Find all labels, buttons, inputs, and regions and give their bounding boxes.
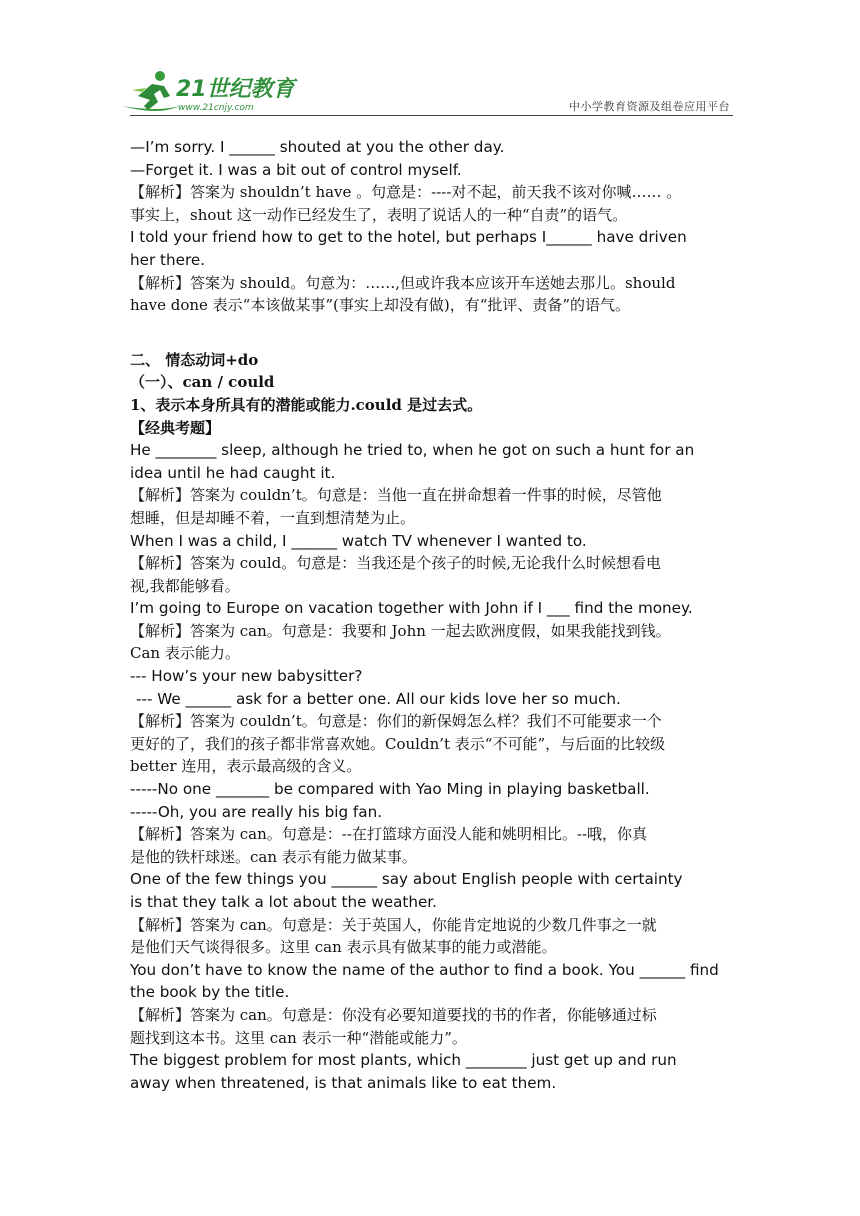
text-line: -----Oh, you are really his big fan. [130, 802, 383, 821]
site-logo[interactable] [118, 66, 298, 116]
text-line: away when threatened, is that animals like to eat them. [130, 1073, 557, 1092]
page-header [0, 0, 860, 120]
analysis-line: 【解析】答案为 couldn’t。句意是：当他一直在拼命想着一件事的时候，尽管他 [130, 486, 662, 505]
logo-url: www.21cnjy.com [178, 103, 254, 113]
analysis-line: 【解析】答案为 should。句意为：……,但或许我本应该开车送她去那儿。should [130, 273, 676, 292]
analysis-line: 【解析】答案为 can。句意是：--在打篮球方面没人能和姚明相比。--哦，你真 [130, 825, 648, 844]
analysis-line: 想睡，但是却睡不着，一直到想清楚为止。 [130, 508, 416, 527]
text-line: I’m going to Europe on vacation together with John if I ___ find the money. [130, 599, 693, 618]
text-line: is that they talk a lot about the weather. [130, 893, 437, 911]
analysis-line: 【解析】答案为 can。句意是：你没有必要知道要找的书的作者，你能够通过标 [130, 1005, 657, 1024]
runner-logo-icon [118, 66, 298, 116]
subsection-heading: （一）、can / could [130, 373, 275, 392]
section-heading: 二、 情态动词+do [130, 350, 259, 369]
analysis-line: 【解析】答案为 can。句意是：我要和 John 一起去欧洲度假，如果我能找到钱。 [130, 621, 671, 640]
analysis-line: 【解析】答案为 couldn’t。句意是：你们的新保姆怎么样？我们不可能要求一个 [130, 712, 662, 731]
header-divider [130, 115, 733, 116]
analysis-line: 事实上，shout 这一动作已经发生了，表明了说话人的一种“自责”的语气。 [130, 205, 628, 224]
text-line: When I was a child, I ______ watch TV whenever I wanted to. [130, 531, 587, 550]
text-line: One of the few things you ______ say about English people with certainty [130, 870, 683, 889]
logo-text: 21世纪教育 [176, 77, 295, 102]
analysis-line: 【解析】答案为 shouldn’t have 。句意是：----对不起，前天我不该对你喊…… 。 [130, 183, 682, 202]
analysis-line: 更好的了，我们的孩子都非常喜欢她。Couldn’t 表示“不可能”，与后面的比较级 [130, 734, 666, 753]
text-line: The biggest problem for most plants, which ________ just get up and run [130, 1051, 677, 1070]
text-line: He ________ sleep, although he tried to, when he got on such a hunt for an [130, 441, 695, 460]
analysis-line: 视,我都能够看。 [130, 576, 240, 595]
blank-line [130, 317, 732, 339]
analysis-line: better 连用，表示最高级的含义。 [130, 757, 362, 776]
text-line: --- How’s your new babysitter? [130, 667, 363, 686]
classic-questions-label: 【经典考题】 [130, 418, 221, 437]
text-line: -----No one _______ be compared with Yao Ming in playing basketball. [130, 780, 650, 799]
text-line: the book by the title. [130, 983, 290, 1002]
analysis-line: 【解析】答案为 can。句意是：关于英国人，你能肯定地说的少数几件事之一就 [130, 915, 657, 934]
text-line: I told your friend how to get to the hotel, but perhaps I______ have driven [130, 228, 687, 247]
text-line: You don’t have to know the name of the author to find a book. You ______ find [130, 960, 719, 979]
text-line: —I’m sorry. I ______ shouted at you the other day. [130, 138, 505, 156]
text-line: idea until he had caught it. [130, 463, 336, 482]
analysis-line: 【解析】答案为 could。句意是：当我还是个孩子的时候,无论我什么时候想看电 [130, 554, 662, 573]
analysis-line: have done 表示“本该做某事”(事实上却没有做)，有“批评、责备”的语气。 [130, 296, 631, 315]
analysis-line: Can 表示能力。 [130, 644, 240, 663]
point-heading: 1、表示本身所具有的潜能或能力.could 是过去式。 [130, 395, 483, 414]
analysis-line: 是他的铁杆球迷。can 表示有能力做某事。 [130, 847, 417, 866]
analysis-line: 是他们天气谈得很多。这里 can 表示具有做某事的能力或潜能。 [130, 938, 557, 957]
platform-name: 中小学教育资源及组卷应用平台 [569, 100, 730, 113]
analysis-line: 题找到这本书。这里 can 表示一种“潜能或能力”。 [130, 1028, 467, 1047]
text-line: --- We ______ ask for a better one. All our kids love her so much. [136, 689, 621, 708]
text-line: her there. [130, 250, 206, 269]
text-line: —Forget it. I was a bit out of control myself. [130, 160, 462, 179]
document-body [130, 136, 732, 1094]
